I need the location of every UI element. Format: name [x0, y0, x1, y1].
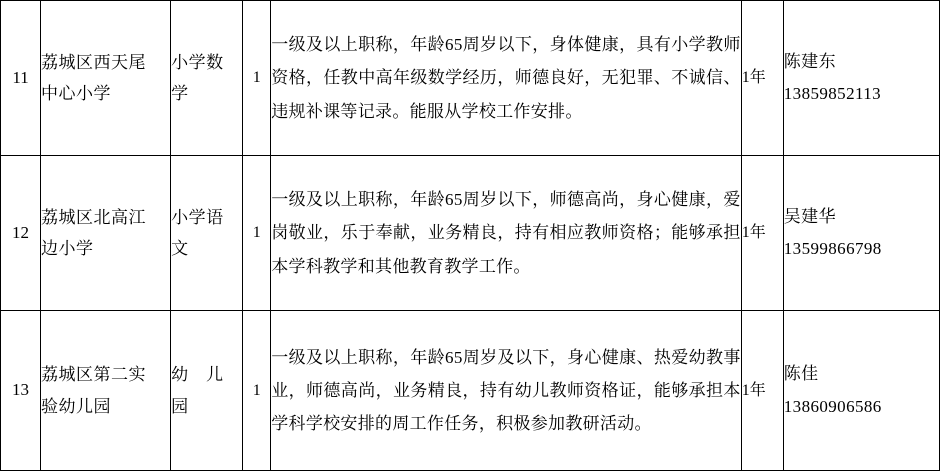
contact-phone: 13859852113 — [783, 84, 882, 103]
unit-line: 荔城区西天尾 — [41, 52, 147, 72]
row-subject — [171, 156, 243, 311]
subject-line: 文 — [171, 239, 189, 258]
unit-line: 荔城区北高江 — [41, 207, 147, 227]
row-term: 1年 — [741, 311, 783, 471]
row-index: 13 — [1, 311, 41, 471]
row-count: 1 — [243, 1, 271, 156]
row-contact — [783, 311, 939, 471]
row-count: 1 — [243, 311, 271, 471]
row-count: 1 — [243, 156, 271, 311]
unit-line: 荔城区第二实 — [41, 365, 147, 385]
contact-phone: 13860906586 — [783, 396, 882, 416]
contact-name: 陈佳 — [783, 364, 819, 384]
table-row — [1, 156, 940, 311]
subject-line: 园 — [171, 396, 189, 416]
requirement-text: 一级及以上职称，年龄65周岁以下，师德高尚，身心健康，爱岗敬业，乐于奉献，业务精良，持有相应教师资格；能够承担本学科教学和其他教育教学工作。 — [271, 190, 741, 276]
contact-name: 吴建华 — [783, 206, 836, 226]
row-term: 1年 — [741, 1, 783, 156]
unit-line: 边小学 — [41, 239, 94, 258]
row-requirement — [271, 1, 742, 156]
row-requirement — [271, 311, 742, 471]
row-index: 11 — [1, 1, 41, 156]
subject-line: 学 — [171, 84, 189, 103]
subject-line: 幼 儿 — [171, 365, 224, 385]
requirement-text: 一级及以上职称，年龄65周岁以下，身体健康，具有小学教师资格，任教中高年级数学经历，师德良好，无犯罪、不诚信、违规补课等记录。能服从学校工作安排。 — [271, 35, 741, 121]
table-row — [1, 1, 940, 156]
row-term: 1年 — [741, 156, 783, 311]
row-contact — [783, 156, 939, 311]
contact-phone: 13599866798 — [783, 239, 882, 258]
requirement-text: 一级及以上职称，年龄65周岁及以下，身心健康、热爱幼教事业，师德高尚，业务精良，持有幼儿教师资格证，能够承担本学科学校安排的周工作任务，积极参加教研活动。 — [271, 347, 741, 434]
row-unit — [41, 1, 171, 156]
table-row — [1, 311, 940, 471]
subject-line: 小学数 — [171, 52, 224, 72]
row-requirement — [271, 156, 742, 311]
row-unit — [41, 311, 171, 471]
unit-line: 中心小学 — [41, 84, 112, 103]
row-subject — [171, 311, 243, 471]
contact-name: 陈建东 — [783, 51, 836, 71]
row-unit — [41, 156, 171, 311]
row-index: 12 — [1, 156, 41, 311]
subject-line: 小学语 — [171, 207, 224, 227]
row-contact — [783, 1, 939, 156]
row-subject — [171, 1, 243, 156]
unit-line: 验幼儿园 — [41, 396, 112, 416]
